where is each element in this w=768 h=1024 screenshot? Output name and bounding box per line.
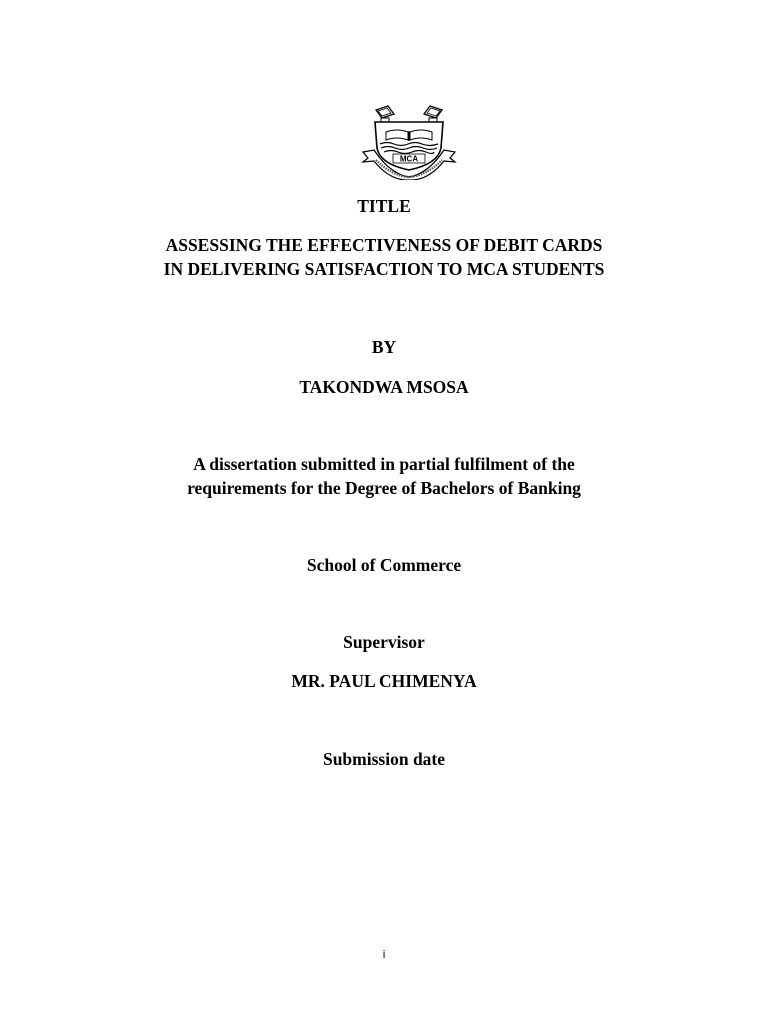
left-torch-icon: [376, 106, 394, 123]
shield-icon: [375, 122, 443, 170]
dissertation-statement: [0, 452, 768, 500]
dissertation-title-line-1: ASSESSING THE EFFECTIVENESS OF DEBIT CARDS: [165, 235, 603, 255]
title-heading: TITLE: [357, 196, 411, 216]
logo-mca-text: MCA: [399, 154, 419, 164]
dissertation-statement-line-1: A dissertation submitted in partial fulfilment of the: [193, 454, 575, 474]
submission-date-label: Submission date: [322, 749, 446, 769]
mca-crest-logo: [360, 104, 458, 180]
dissertation-statement-line-2: requirements for the Degree of Bachelors of Banking: [187, 478, 581, 498]
right-torch-icon: [424, 106, 442, 123]
dissertation-title-line-2: IN DELIVERING SATISFACTION TO MCA STUDENTS: [163, 259, 605, 279]
supervisor-label: Supervisor: [343, 632, 425, 652]
page-number: i: [382, 948, 386, 961]
school-name: School of Commerce: [306, 555, 462, 575]
author-name: TAKONDWA MSOSA: [299, 377, 469, 397]
supervisor-name: MR. PAUL CHIMENYA: [291, 671, 477, 691]
dissertation-title: [0, 233, 768, 281]
by-label: BY: [371, 337, 397, 357]
